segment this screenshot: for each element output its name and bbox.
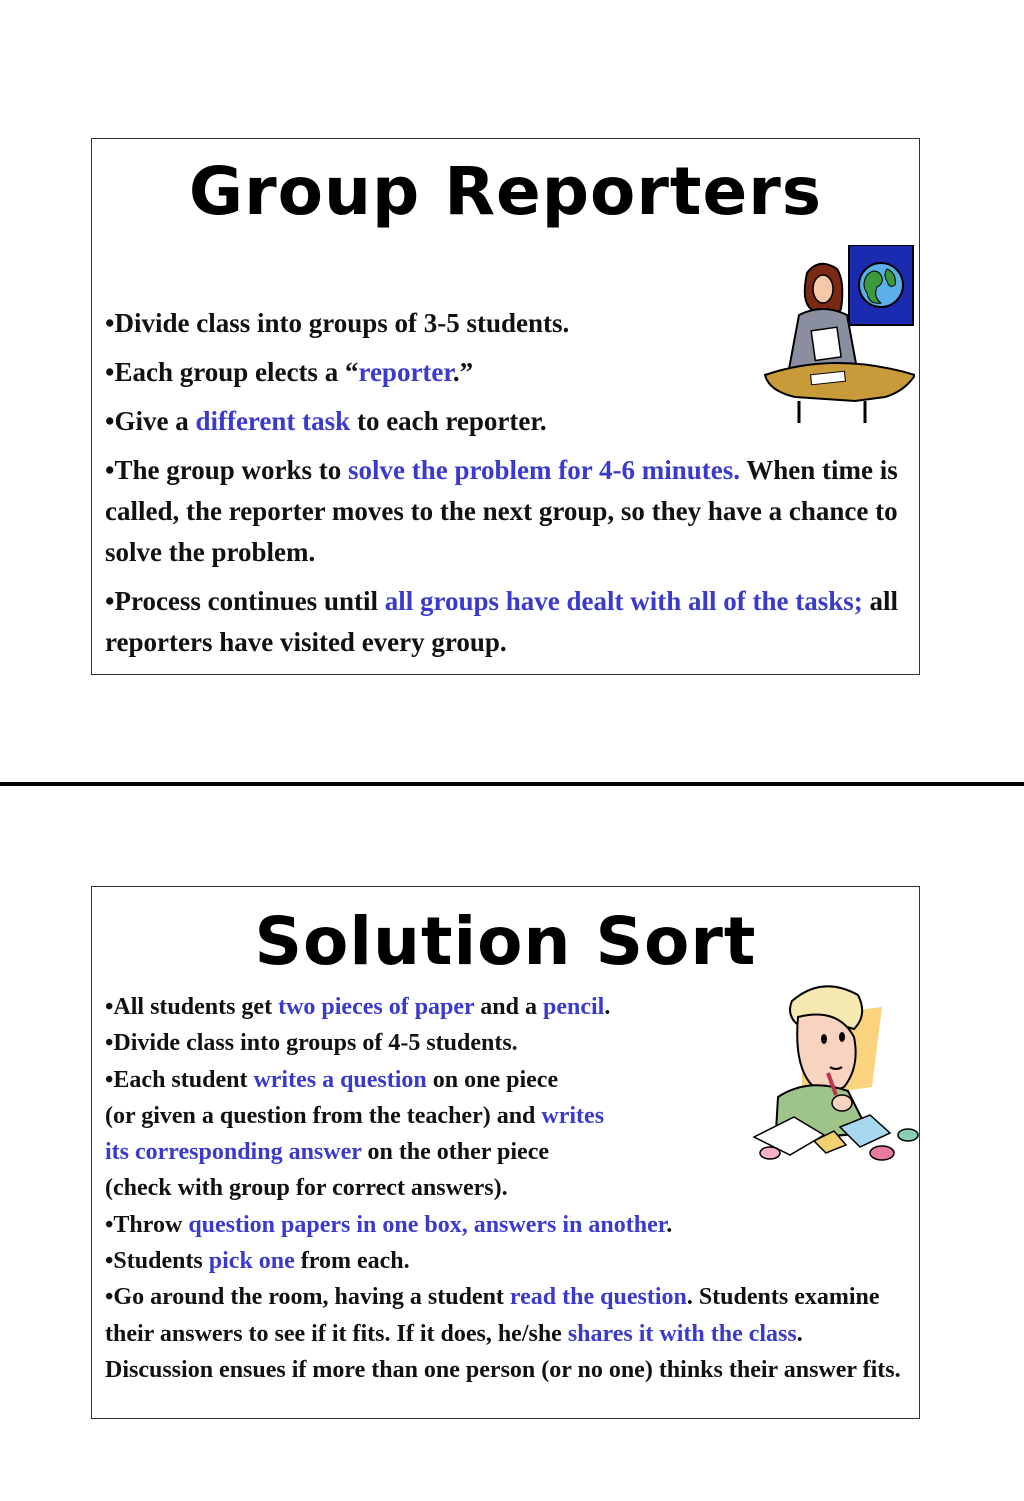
list-item: •Give a different task to each reporter. bbox=[105, 406, 547, 436]
bullet-list bbox=[105, 303, 909, 671]
slide-solution-sort bbox=[91, 886, 920, 1419]
list-item: •Each student writes a question on one piece (or given a question from the teacher) and writes its corresponding answer on the other piece (check with group for correct answers). bbox=[105, 1066, 605, 1202]
list-item: •Each group elects a “reporter.” bbox=[105, 357, 474, 387]
list-item: •Divide class into groups of 3-5 students. bbox=[105, 308, 570, 338]
list-item: •The group works to solve the problem for 4-6 minutes. When time is called, the reporter moves to the next group, so they have a chance to solve the problem. bbox=[105, 455, 898, 567]
list-item: •Process continues until all groups have dealt with all of the tasks; all reporters have visited every group. bbox=[105, 586, 899, 657]
list-item: •Divide class into groups of 4-5 students. bbox=[105, 1030, 518, 1057]
slide-title: Solution Sort bbox=[254, 903, 757, 980]
list-item: •Throw question papers in one box, answers in another. bbox=[105, 1211, 673, 1238]
slide-title: Group Reporters bbox=[188, 153, 823, 230]
page-divider bbox=[0, 782, 1024, 786]
list-item: •All students get two pieces of paper and a pencil. bbox=[105, 994, 611, 1020]
list-item: •Go around the room, having a student read the question. Students examine their answers to see if it fits. If it does, he/she shares it with the class. Discussion ensues if more than one person (or no one) thinks their answer fits. bbox=[105, 1284, 901, 1383]
bullet-list bbox=[105, 989, 909, 1388]
slide-group-reporters bbox=[91, 138, 920, 675]
list-item: •Students pick one from each. bbox=[105, 1248, 410, 1275]
